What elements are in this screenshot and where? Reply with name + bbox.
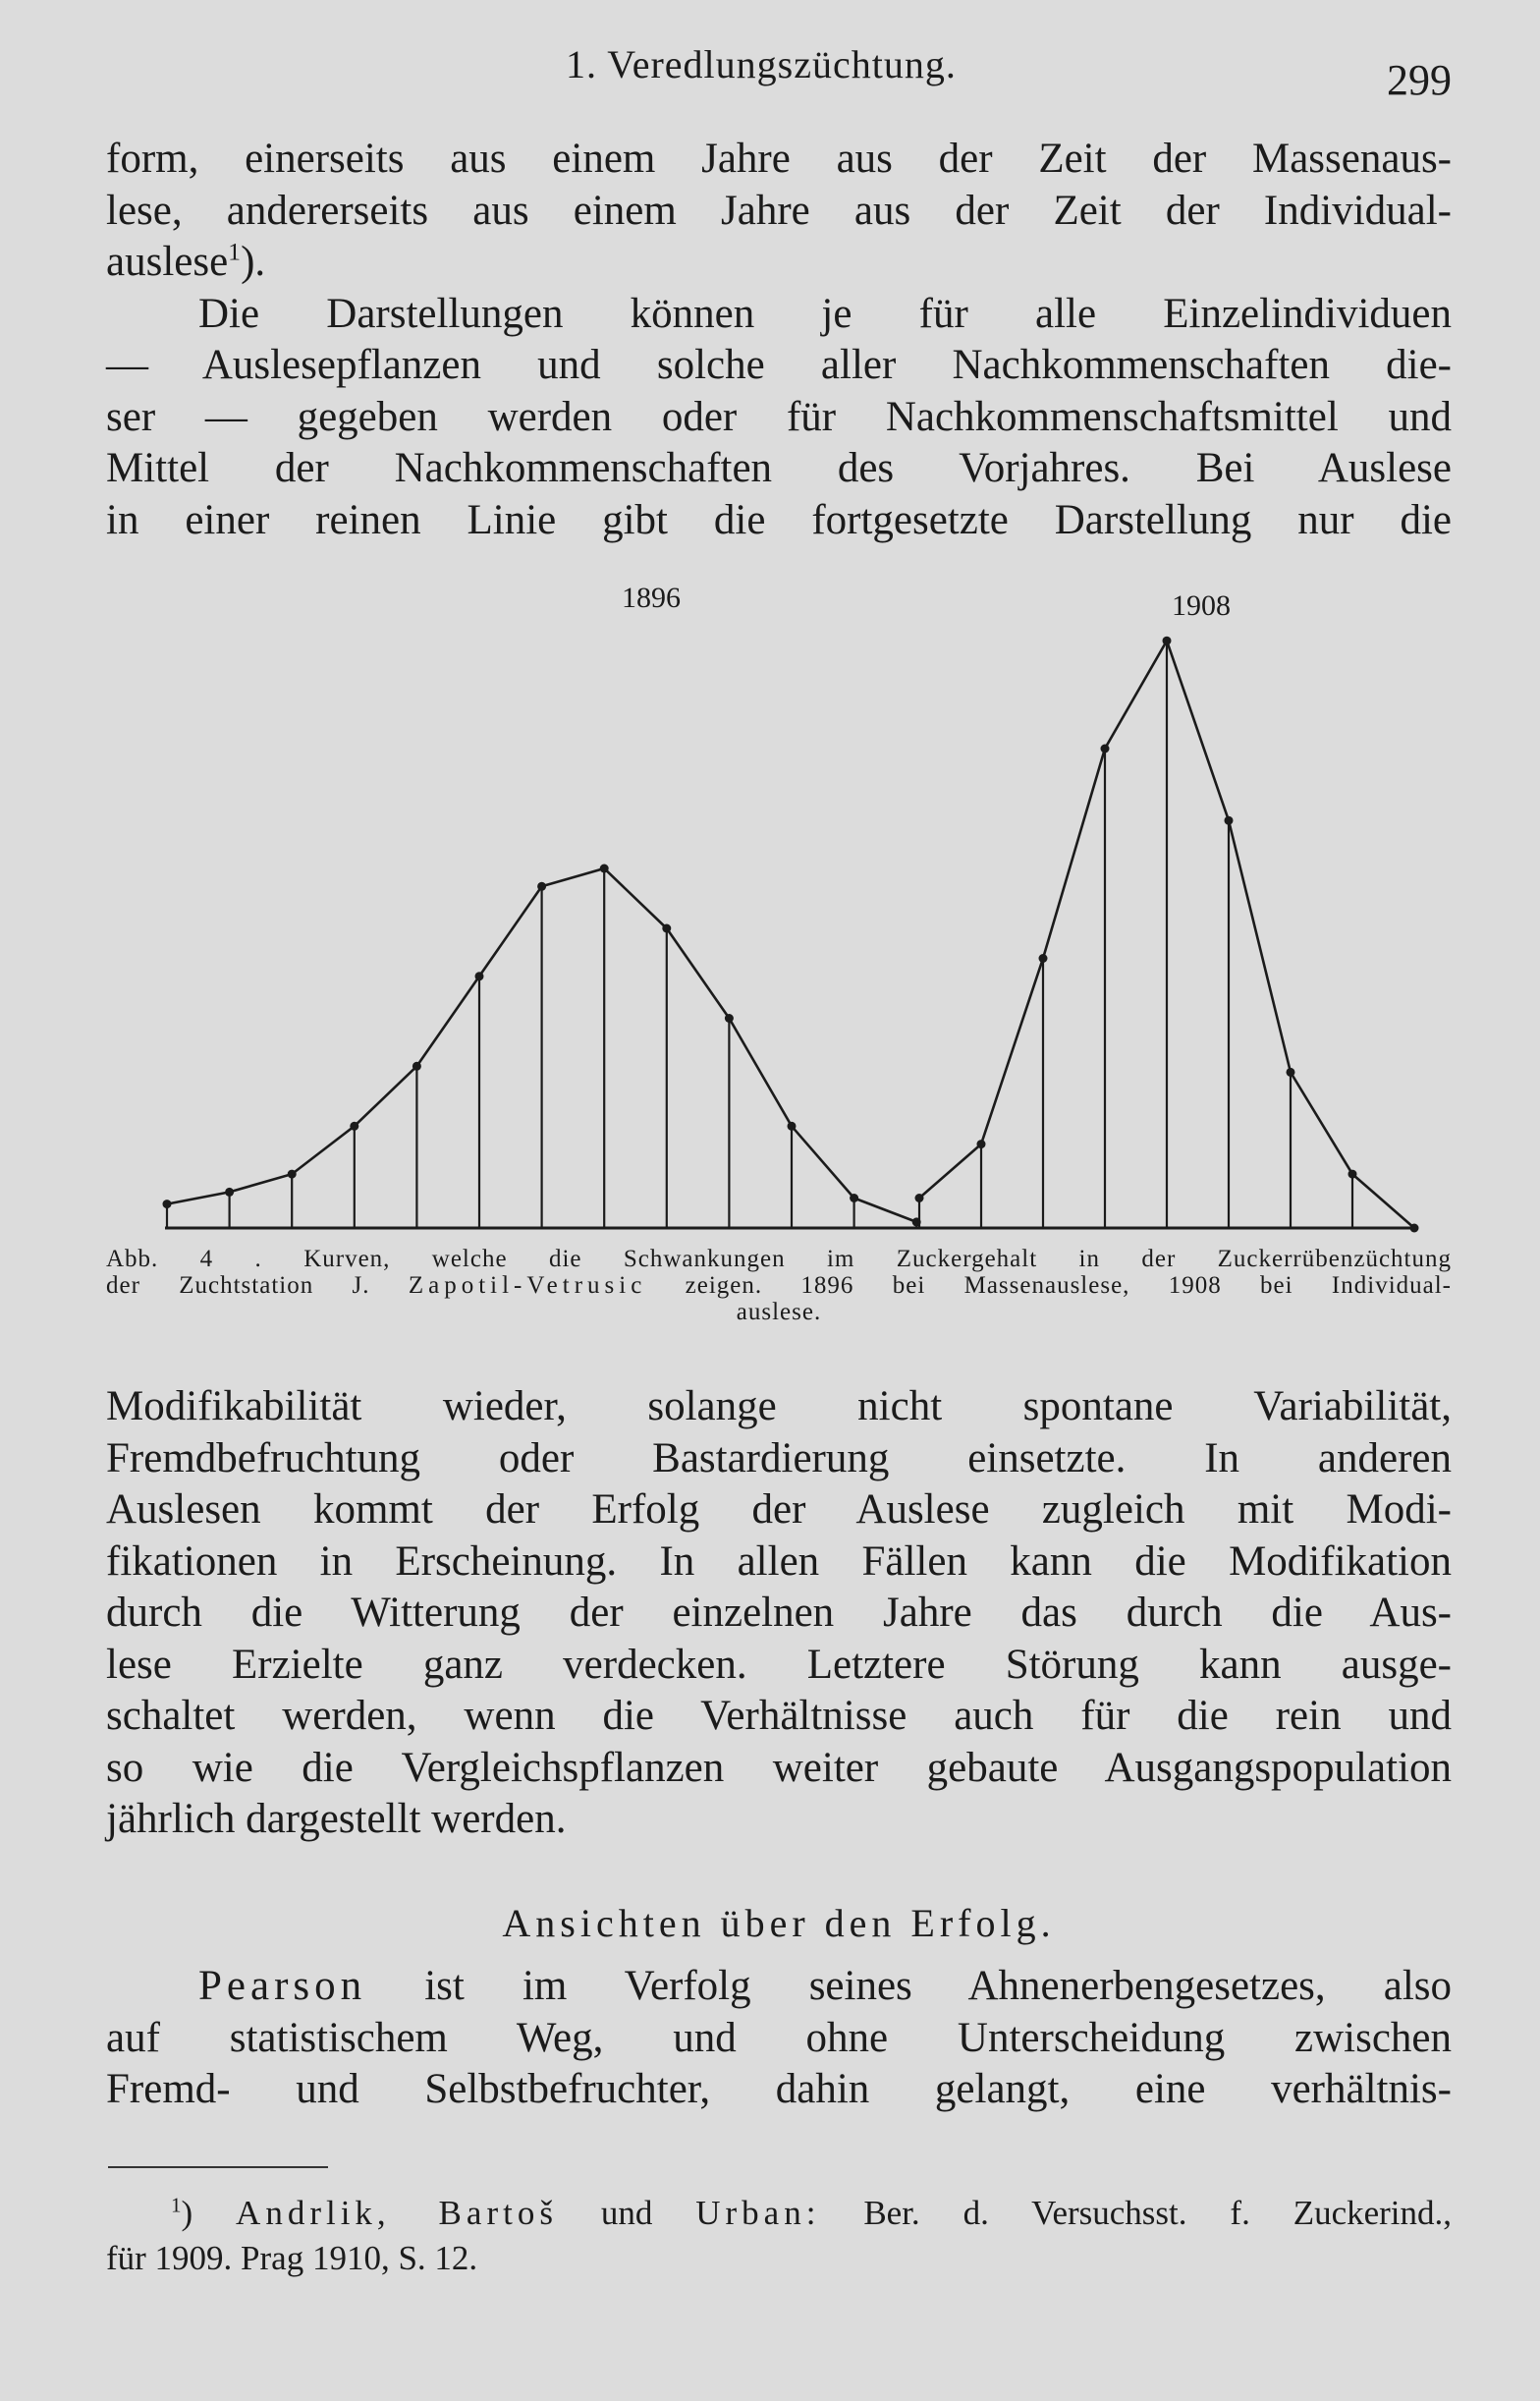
curve-1908-point (1287, 1068, 1295, 1077)
caption-text: Kurven, welche die Schwankungen im Zuckergehalt in der Zuckerrübenzüchtung (303, 1246, 1452, 1272)
paragraph-middle (106, 1381, 1452, 1846)
footnote-number: 1 (171, 2193, 182, 2217)
curve-1896-point (725, 1014, 734, 1023)
caption-line (106, 1272, 1452, 1299)
footnote-marker: 1 (228, 237, 242, 266)
curve-1908-point (977, 1140, 986, 1148)
text-line: so wie die Vergleichspflanzen weiter gebaute Ausgangspopulation (106, 1744, 1452, 1791)
caption-text: der Zuchtstation J. (106, 1272, 370, 1299)
page-header (106, 41, 1452, 104)
curve-1896-point (850, 1194, 858, 1202)
paragraph-end (106, 1961, 1452, 2116)
caption-line: auslese. (736, 1299, 822, 1325)
caption-prefix: Abb. 4 . (106, 1246, 262, 1272)
text-span: ist im Verfolg seines Ahnenerbengesetzes, also (424, 1963, 1452, 2009)
curve-1896-point (475, 972, 484, 980)
footnote-text: Ber. d. Versuchsst. f. Zuckerind., (863, 2194, 1453, 2232)
curve-1896-point (163, 1200, 172, 1208)
text-line: Fremdbefruchtung oder Bastardierung einsetzte. In anderen (106, 1434, 1452, 1481)
curve-1896-point (412, 1062, 421, 1071)
curve-1896-point (350, 1122, 358, 1131)
paragraph-top (106, 134, 1452, 546)
text-span: ). (241, 239, 266, 285)
text-line: Mittel der Nachkommenschaften des Vorjahres. Bei Auslese (106, 445, 1452, 491)
footnote-text: und (600, 2194, 653, 2232)
curve-1908-point (1410, 1224, 1419, 1233)
author-name: Pearson (198, 1963, 367, 2009)
text-line (106, 1961, 1452, 2013)
page-number: 299 (1387, 56, 1452, 104)
curve-1908-point (1348, 1170, 1357, 1179)
footnote-line: für 1909. Prag 1910, S. 12. (106, 2239, 478, 2277)
curve-1896-point (662, 924, 671, 933)
text-line: durch die Witterung der einzelnen Jahre das durch die Aus- (106, 1590, 1452, 1636)
section-heading: Ansichten über den Erfolg. (502, 1901, 1056, 1945)
text-line: form, einerseits aus einem Jahre aus der Zeit der Massenaus- (106, 136, 1452, 182)
caption-text: zeigen. 1896 bei Massenauslese, 1908 bei Individual- (685, 1272, 1453, 1299)
text-line: jährlich dargestellt werden. (106, 1796, 567, 1842)
sugar-content-figure (138, 580, 1444, 1248)
footnote-line: $^1$) Andrlik, Bartoš und Urban: Ber. d. Versuchsst. f. Zuckerind., (171, 2193, 1453, 2232)
footnote-divider (108, 2166, 328, 2168)
text-line: Fremd- und Selbstbefruchter, dahin gelangt, eine verhältnis- (106, 2066, 1452, 2112)
curves-group (163, 637, 1419, 1233)
curve-1896-point (225, 1188, 234, 1197)
curve-1896-point (600, 865, 609, 873)
figure-caption (106, 1246, 1452, 1325)
text-line: ser — gegeben werden oder für Nachkommenschaftsmittel und (106, 393, 1452, 440)
curve-1908-point (1163, 637, 1172, 645)
text-line: Modifikabilität wieder, solange nicht spontane Variabilität, (106, 1383, 1452, 1429)
caption-place-name: Zapotil-Vetrusic (408, 1272, 647, 1299)
footnote-authors: Andrlik, Bartoš (236, 2194, 558, 2232)
text-line: auf statistischem Weg, und ohne Unterscheidung zwischen (106, 2014, 1452, 2061)
footnote-author: Urban: (695, 2194, 821, 2232)
text-line: lese, andererseits aus einem Jahre aus der Zeit der Individual- (106, 187, 1452, 234)
curve-1896-point (537, 882, 546, 891)
text-line: Auslesen kommt der Erfolg der Auslese zugleich mit Modi- (106, 1486, 1452, 1533)
running-title: 1. Veredlungszüchtung. (566, 42, 957, 86)
caption-line (106, 1246, 1452, 1272)
curve-1908-point (1101, 745, 1110, 754)
curve-1908-point (915, 1194, 924, 1202)
text-line: Die Darstellungen können je für alle Einzelindividuen (198, 290, 1452, 337)
text-line: in einer reinen Linie gibt die fortgesetzte Darstellung nur die (106, 496, 1452, 543)
text-span: auslese (106, 239, 229, 285)
curve-1908-point (1039, 954, 1048, 963)
text-line: fikationen in Erscheinung. In allen Fällen kann die Modifikation (106, 1537, 1452, 1585)
curve-1896-point (288, 1170, 297, 1179)
text-line: — Auslesepflanzen und solche aller Nachkommenschaften die- (106, 342, 1452, 388)
year-label-1908: 1908 (1172, 589, 1231, 622)
year-label-1896: 1896 (622, 582, 681, 614)
footnotes (106, 2191, 1452, 2281)
text-line: schaltet werden, wenn die Verhältnisse auch für die rein und (106, 1693, 1452, 1739)
text-line (106, 237, 1452, 289)
curve-1896-point (788, 1122, 797, 1131)
figure-drawing (138, 580, 1444, 1248)
curve-1908-point (1225, 816, 1234, 825)
text-line: lese Erzielte ganz verdecken. Letztere Störung kann ausge- (106, 1641, 1452, 1688)
